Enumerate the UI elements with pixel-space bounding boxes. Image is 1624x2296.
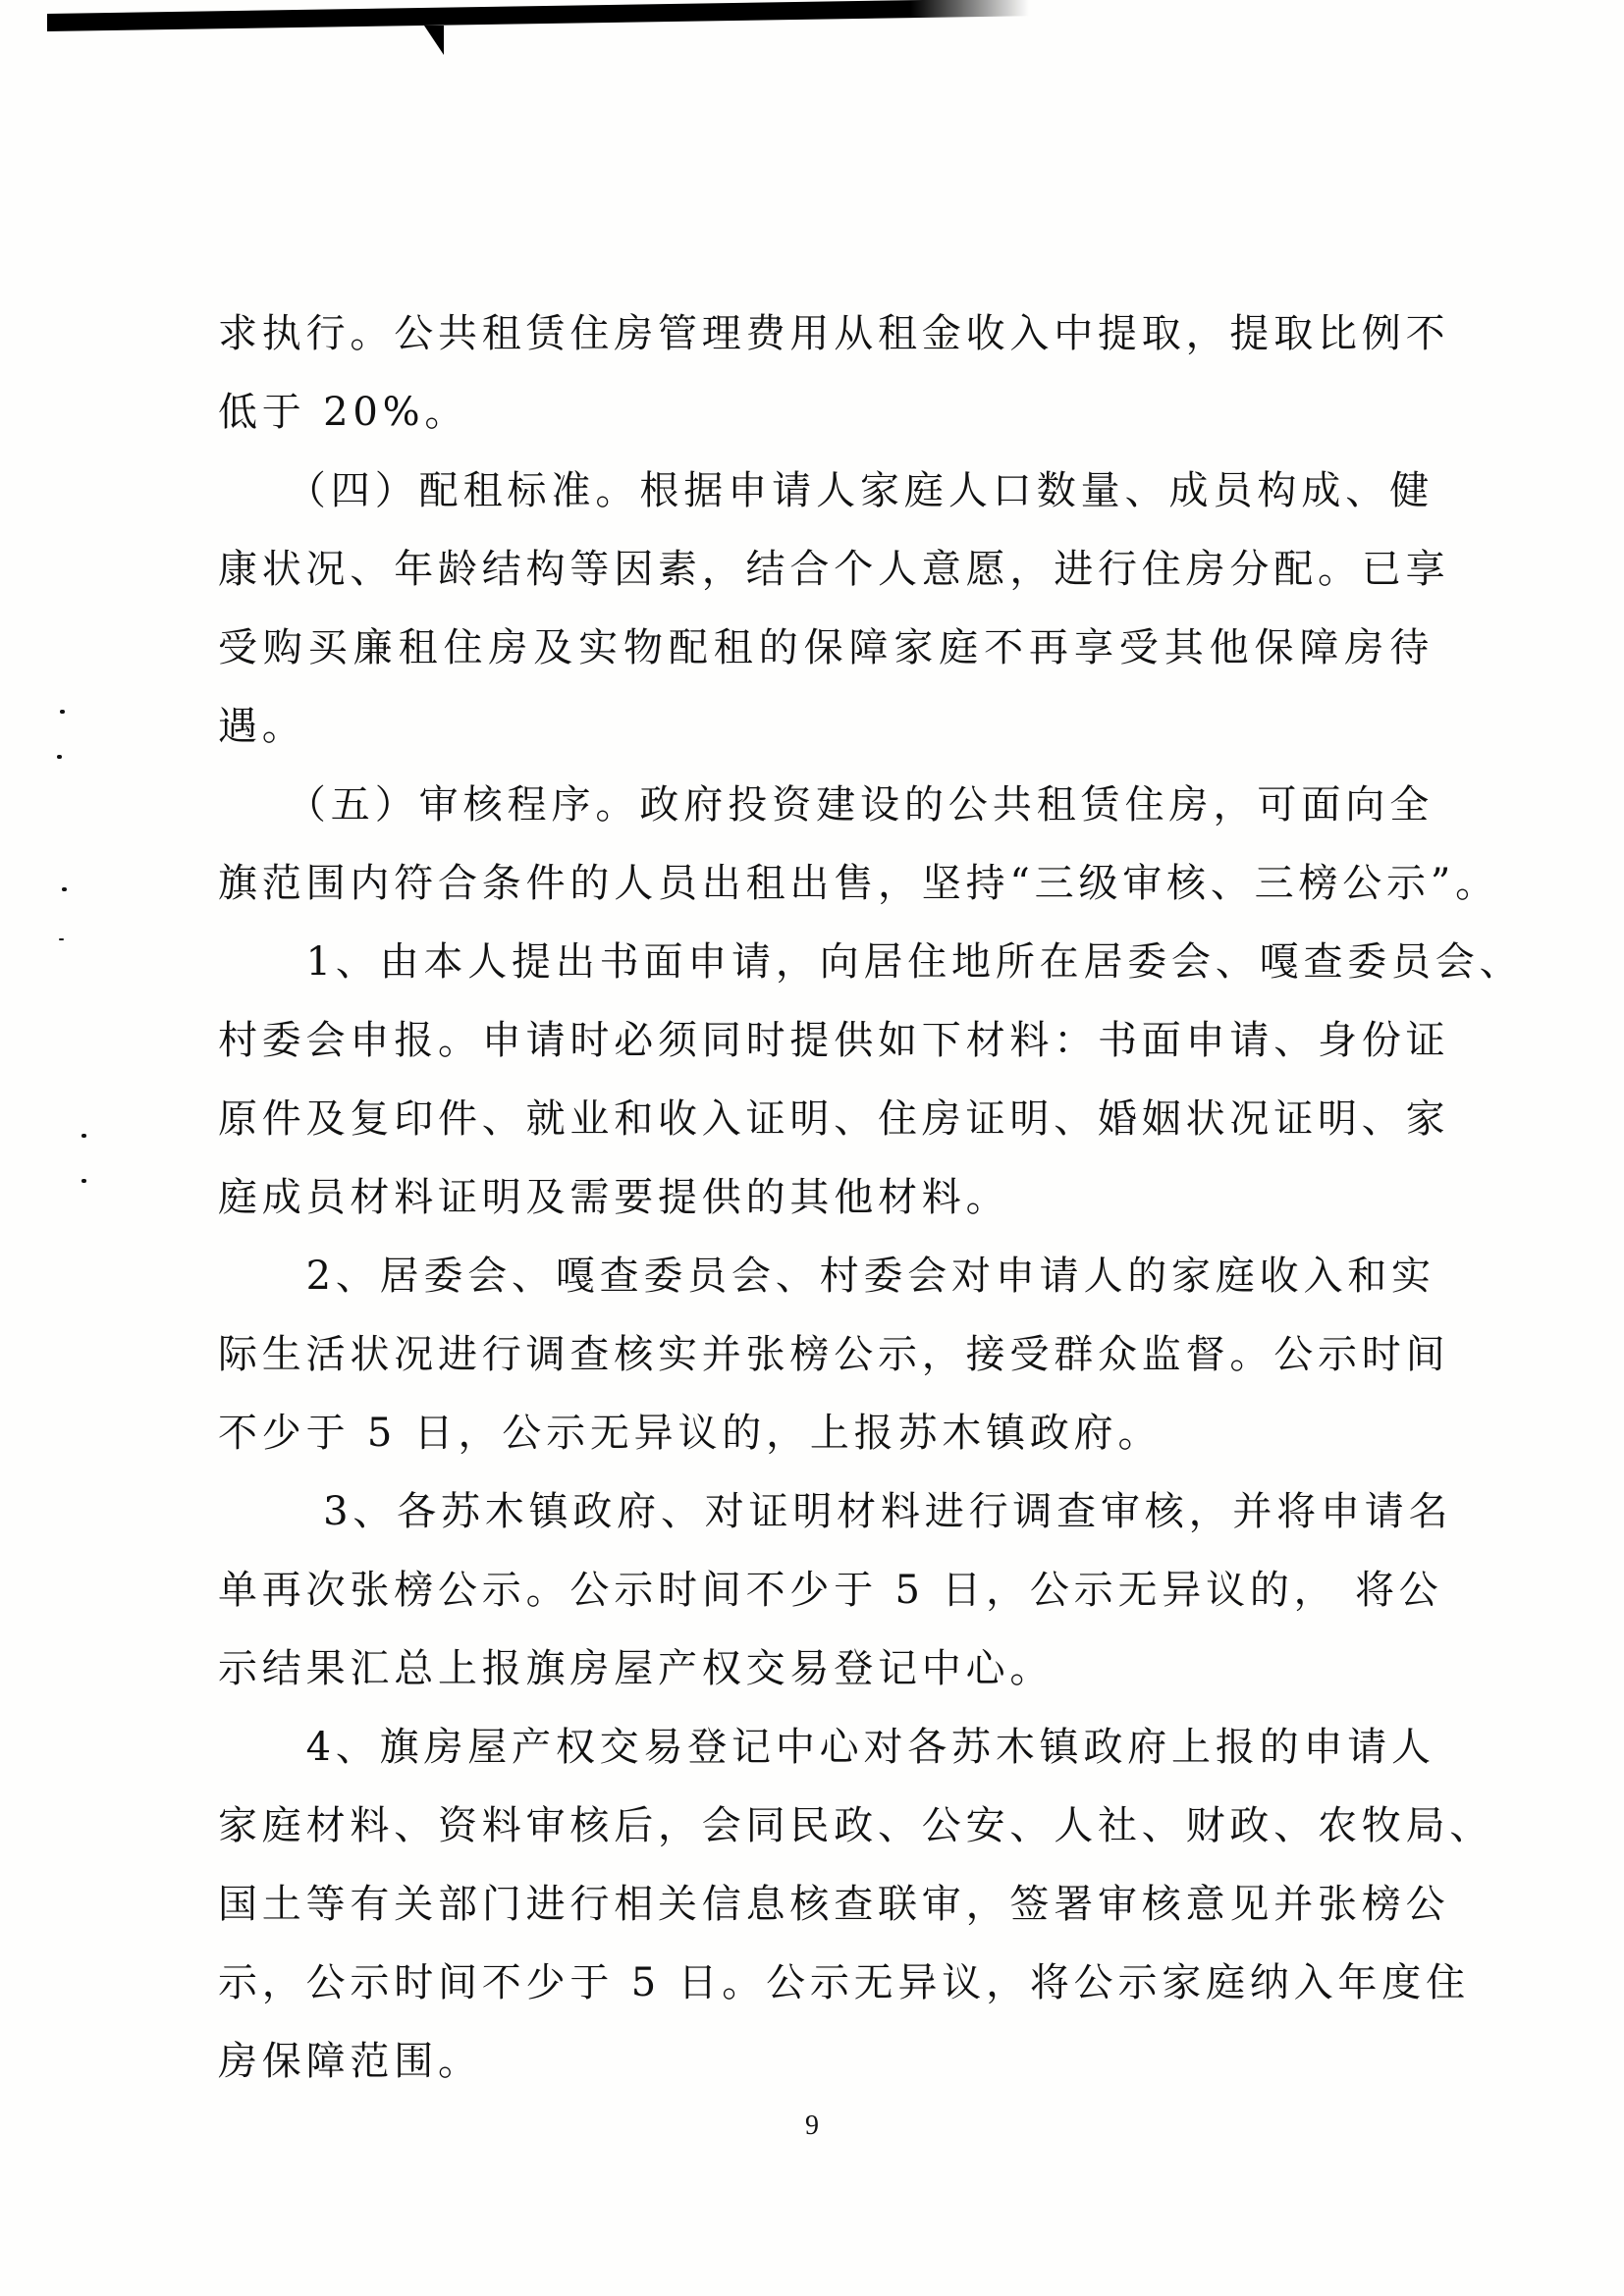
text-line: 旗范围内符合条件的人员出租出售，坚持“三级审核、三榜公示”。 xyxy=(218,861,1499,906)
binding-hole-mark xyxy=(81,1179,86,1183)
binding-hole-mark xyxy=(81,1134,86,1138)
text-line: 庭成员材料证明及需要提供的其他材料。 xyxy=(218,1175,1010,1220)
binding-hole-mark xyxy=(57,755,62,759)
text-line: 房保障范围。 xyxy=(218,2039,482,2084)
binding-hole-mark xyxy=(60,710,65,714)
text-line: 村委会申报。申请时必须同时提供如下材料：书面申请、身份证 xyxy=(218,1018,1450,1063)
page-number: 9 xyxy=(805,2110,819,2141)
binding-hole-mark xyxy=(62,887,67,891)
text-line: 求执行。公共租赁住房管理费用从租金收入中提取，提取比例不 xyxy=(218,311,1450,356)
text-line: 示结果汇总上报旗房屋产权交易登记中心。 xyxy=(218,1646,1055,1691)
text-line: 示，公示时间不少于 5 日。公示无异议，将公示家庭纳入年度住 xyxy=(218,1960,1470,2005)
paragraph-step-1 xyxy=(218,923,1524,1237)
paragraph-step-4 xyxy=(218,1708,1494,2101)
text-line: 单再次张榜公示。公示时间不少于 5 日，公示无异议的， 将公 xyxy=(218,1568,1443,1613)
text-line: 3、各苏木镇政府、对证明材料进行调查审核，并将申请名 xyxy=(218,1489,1453,1534)
paragraph-allocation-standard xyxy=(218,452,1450,766)
text-line: 原件及复印件、就业和收入证明、住房证明、婚姻状况证明、家 xyxy=(218,1096,1450,1142)
text-line: 受购买廉租住房及实物配租的保障家庭不再享受其他保障房待 xyxy=(218,625,1434,670)
text-line: 国土等有关部门进行相关信息核查联审，签署审核意见并张榜公 xyxy=(218,1882,1450,1927)
text-line: 不少于 5 日，公示无异议的，上报苏木镇政府。 xyxy=(218,1411,1163,1456)
scan-edge-notch xyxy=(424,26,444,55)
paragraph-step-2 xyxy=(218,1237,1450,1472)
text-line: 4、旗房屋产权交易登记中心对各苏木镇政府上报的申请人 xyxy=(218,1725,1435,1770)
text-line: 低于 20%。 xyxy=(218,390,469,435)
scan-edge-artifact xyxy=(47,0,1029,31)
paragraph-rent-management-fee xyxy=(218,294,1450,452)
binding-hole-mark xyxy=(59,938,64,940)
text-line: （五）审核程序。政府投资建设的公共租赁住房，可面向全 xyxy=(218,782,1434,828)
document-body xyxy=(218,294,1524,2101)
paragraph-step-3 xyxy=(218,1472,1453,1708)
text-line: 康状况、年龄结构等因素，结合个人意愿，进行住房分配。已享 xyxy=(218,547,1450,592)
text-line: 2、居委会、嘎查委员会、村委会对申请人的家庭收入和实 xyxy=(218,1254,1435,1299)
text-line: 1、由本人提出书面申请，向居住地所在居委会、嘎查委员会、 xyxy=(218,939,1524,985)
text-line: 遇。 xyxy=(218,704,306,749)
paragraph-review-procedure xyxy=(218,766,1499,923)
text-line: 家庭材料、资料审核后，会同民政、公安、人社、财政、农牧局、 xyxy=(218,1803,1494,1848)
text-line: 际生活状况进行调查核实并张榜公示，接受群众监督。公示时间 xyxy=(218,1332,1450,1377)
text-line: （四）配租标准。根据申请人家庭人口数量、成员构成、健 xyxy=(218,468,1434,513)
